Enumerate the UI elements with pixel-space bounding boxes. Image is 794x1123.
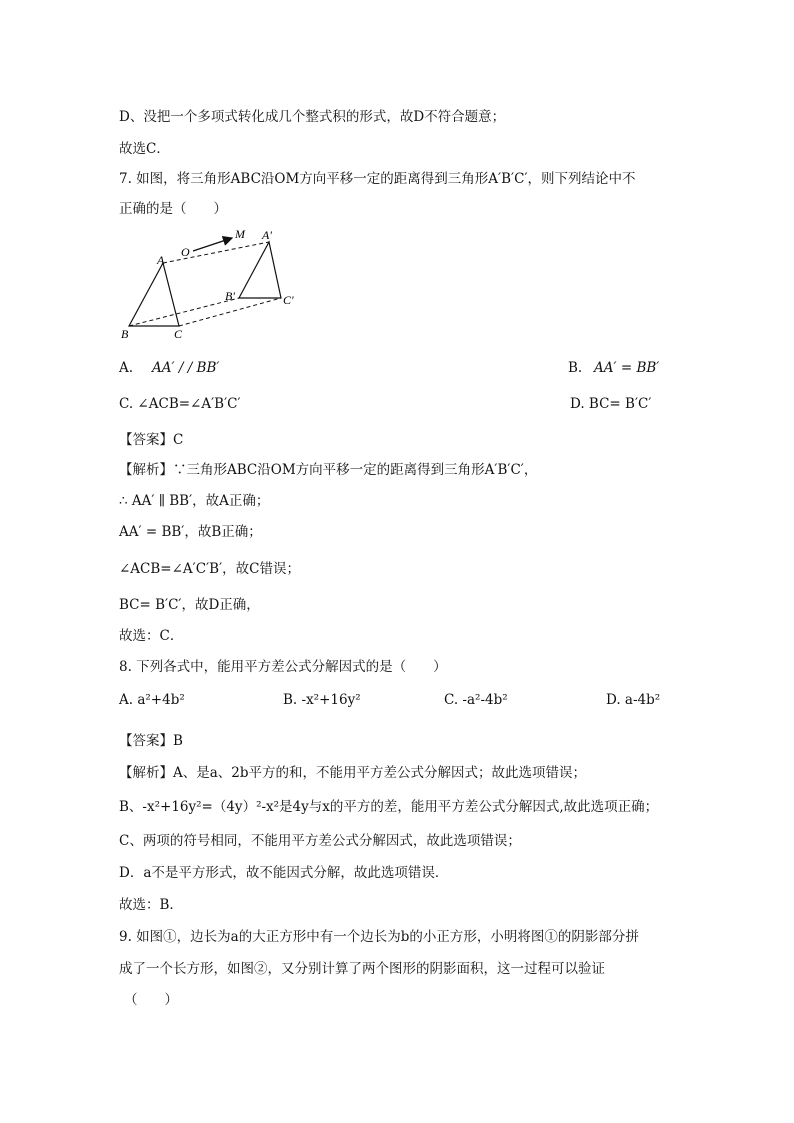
q8-answer: 【答案】B — [119, 733, 183, 749]
q7-analysis: 故选：C． — [119, 628, 184, 644]
q7-analysis: BC= B′C′，故D正确， — [119, 597, 260, 613]
q7-analysis: ∠ACB=∠A′C′B′，故C错误； — [119, 561, 300, 577]
q8-option-b: B. -x²+16y² — [283, 692, 361, 708]
vector-om-arrow — [193, 238, 232, 251]
q8-analysis: D．a不是平方形式，故不能因式分解，故此选项错误． — [119, 865, 449, 881]
q8-analysis: 故选：B． — [119, 897, 183, 913]
question-8-stem: 8. 下列各式中，能用平方差公式分解因式的是（ ） — [119, 659, 447, 675]
q7-analysis: 【解析】∵三角形ABC沿OM方向平移一定的距离得到三角形A′B′C′， — [119, 462, 538, 478]
text-line: D、没把一个多项式转化成几个整式积的形式，故D不符合题意； — [119, 109, 506, 125]
q8-option-d: D. a-4b² — [606, 692, 661, 708]
label-m: M — [235, 227, 245, 241]
label-b-prime: B′ — [225, 289, 235, 303]
q7-option-d: D. BC= B′C′ — [570, 396, 652, 412]
q8-analysis: 【解析】A、是a、2b平方的和，不能用平方差公式分解因式；故此选项错误； — [119, 765, 587, 781]
question-9-stem-cont: 成了一个长方形，如图②，又分别计算了两个图形的阴影面积，这一过程可以验证 — [119, 961, 605, 977]
label-b: B — [121, 327, 129, 341]
question-7-stem-cont: 正确的是（ ） — [119, 201, 227, 217]
q7-analysis: ∴ AA′ ∥ BB′，故A正确； — [119, 493, 270, 509]
q7-option-b-label: B. — [568, 360, 583, 376]
q7-answer: 【答案】C — [119, 432, 184, 448]
label-a: A — [157, 253, 165, 267]
q7-option-a: AA′ / / BB′ — [152, 360, 220, 376]
text-line: 故选C． — [119, 141, 170, 157]
q7-option-c: C. ∠ACB=∠A′B′C′ — [119, 396, 241, 412]
q8-option-c: C. -a²-4b² — [444, 692, 508, 708]
q7-option-b: AA′ = BB′ — [594, 360, 660, 376]
q7-option-a-label: A. — [119, 360, 134, 376]
q7-analysis: AA′ = BB′，故B正确； — [119, 524, 262, 540]
label-c-prime: C′ — [283, 293, 294, 307]
label-c: C — [174, 327, 183, 341]
question-9-stem: 9. 如图①，边长为a的大正方形中有一个边长为b的小正方形，小明将图①的阴影部分拼 — [119, 929, 639, 945]
label-a-prime: A′ — [262, 228, 272, 242]
question-9-bracket: （ ） — [124, 992, 178, 1008]
dashed-line-bb — [129, 298, 239, 326]
q8-analysis: B、-x²+16y²=（4y）²-x²是4y与x的平方的差，能用平方差公式分解因式,故此选项正确； — [119, 799, 659, 815]
label-o: O — [181, 245, 190, 259]
q8-analysis: C、两项的符号相同，不能用平方差公式分解因式，故此选项错误； — [119, 833, 521, 849]
translation-figure — [119, 222, 309, 347]
triangle-a2b2c2 — [239, 242, 281, 298]
dashed-line-aa — [163, 242, 269, 263]
question-7-stem: 7. 如图，将三角形ABC沿OM方向平移一定的距离得到三角形A′B′C′，则下列结论中不 — [119, 171, 636, 187]
q8-option-a: A. a²+4b² — [119, 692, 185, 708]
triangle-abc — [129, 263, 179, 326]
